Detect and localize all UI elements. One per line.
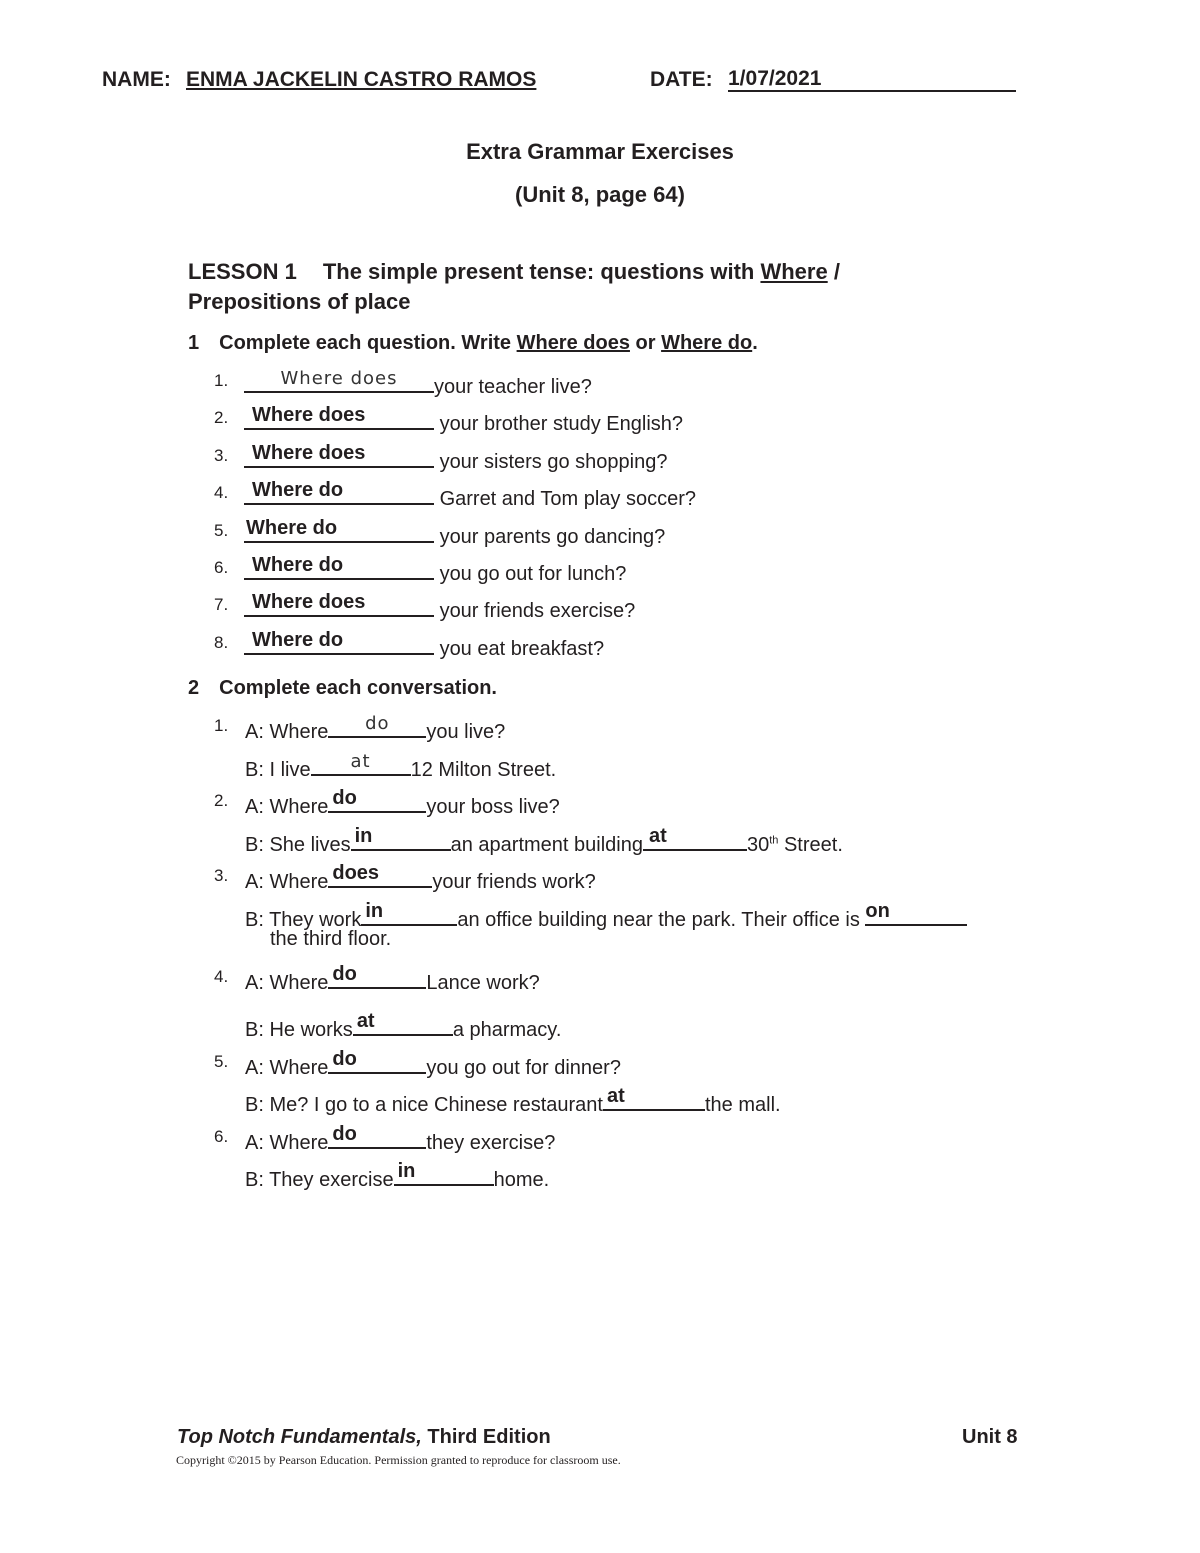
speaker-text: A: Where	[245, 721, 329, 743]
speaker-text: B: She lives	[245, 834, 351, 856]
exercise-1-text-c: or	[629, 332, 662, 354]
answer-blank[interactable]	[328, 1124, 426, 1149]
answer-text: Where do	[252, 554, 344, 576]
name-label: NAME:	[102, 68, 171, 91]
speaker-text: the mall.	[704, 1094, 781, 1116]
exercise-2-number: 2	[188, 677, 200, 699]
speaker-text: they exercise?	[426, 1132, 556, 1154]
answer-blank[interactable]	[244, 592, 434, 617]
ordinal-suffix: th	[769, 834, 779, 847]
answer-text: at	[606, 1085, 625, 1107]
item-number: 7.	[214, 595, 229, 614]
answer-blank[interactable]	[353, 1011, 453, 1036]
answer-blank[interactable]	[244, 518, 434, 543]
answer-text: on	[865, 900, 890, 922]
date-value: 1/07/2021	[728, 67, 822, 90]
book-edition: Third Edition	[421, 1426, 551, 1448]
answer-text: Where does	[252, 442, 366, 464]
item-number: 1.	[214, 716, 229, 735]
speaker-text: B: I live	[245, 759, 311, 781]
question-row	[244, 480, 696, 511]
speaker-text: Street.	[778, 834, 843, 856]
lesson-where: Where	[760, 259, 828, 284]
speaker-text: you go out for dinner?	[426, 1057, 621, 1079]
date-label: DATE:	[650, 68, 713, 91]
speaker-text: B: He works	[245, 1019, 353, 1041]
item-number: 1.	[214, 371, 229, 390]
item-number: 6.	[214, 558, 229, 577]
answer-blank[interactable]	[328, 713, 426, 738]
name-value: ENMA JACKELIN CASTRO RAMOS	[186, 68, 537, 91]
question-text: your friends exercise?	[439, 600, 636, 622]
handwritten-answer: Where does	[280, 368, 398, 389]
conversation-line-a	[245, 713, 505, 744]
question-row	[244, 555, 626, 586]
conversation-line-b	[245, 1086, 781, 1117]
answer-text: Where do	[252, 629, 344, 651]
exercise-1-instruction	[188, 332, 758, 355]
item-number: 8.	[214, 633, 229, 652]
exercise-2-instruction	[188, 677, 497, 700]
item-number: 3.	[214, 866, 229, 885]
conversation-line-b	[245, 751, 556, 782]
question-row	[244, 518, 665, 549]
conversation-line-b	[245, 826, 843, 857]
answer-blank[interactable]	[328, 863, 432, 888]
item-number: 5.	[214, 521, 229, 540]
exercise-1-number: 1	[188, 332, 200, 354]
answer-blank[interactable]	[394, 1161, 494, 1186]
lesson-label: LESSON 1	[188, 259, 297, 284]
speaker-text: B: They work	[245, 909, 362, 931]
item-number: 3.	[214, 446, 229, 465]
speaker-text: an apartment building	[450, 834, 643, 856]
answer-blank[interactable]	[244, 630, 434, 655]
answer-blank[interactable]	[244, 480, 434, 505]
answer-blank[interactable]	[311, 751, 411, 776]
speaker-text: Lance work?	[426, 972, 540, 994]
lesson-subheading: Prepositions of place	[188, 289, 411, 314]
answer-text: in	[354, 825, 373, 847]
answer-blank[interactable]	[643, 826, 747, 851]
question-row	[244, 592, 635, 623]
answer-blank[interactable]	[328, 964, 426, 989]
question-text: you go out for lunch?	[439, 563, 627, 585]
answer-blank[interactable]	[603, 1086, 705, 1111]
conversation-line-b	[245, 1011, 561, 1042]
answer-text: at	[648, 825, 667, 847]
speaker-text: A: Where	[245, 1132, 329, 1154]
speaker-text: home.	[493, 1169, 550, 1191]
answer-text: does	[332, 862, 380, 884]
speaker-text: B: Me? I go to a nice Chinese restaurant	[245, 1094, 603, 1116]
exercise-1-text-a: Complete each question. Write	[219, 332, 517, 354]
answer-blank[interactable]	[361, 901, 457, 926]
answer-text: in	[397, 1160, 416, 1182]
answer-blank[interactable]	[328, 788, 426, 813]
question-row	[244, 405, 683, 436]
question-row	[244, 368, 592, 399]
speaker-text: A: Where	[245, 796, 329, 818]
handwritten-answer: do	[365, 713, 390, 734]
speaker-text: A: Where	[245, 972, 329, 994]
answer-text: Where does	[252, 591, 366, 613]
speaker-text: your friends work?	[432, 871, 596, 893]
answer-blank[interactable]	[328, 1049, 426, 1074]
conversation-line-a	[245, 863, 596, 894]
answer-text: in	[365, 900, 384, 922]
answer-blank[interactable]	[244, 443, 434, 468]
speaker-text: your boss live?	[426, 796, 560, 818]
answer-blank[interactable]	[865, 901, 967, 926]
handwritten-answer: at	[350, 751, 371, 772]
answer-blank[interactable]	[244, 405, 434, 430]
conversation-line-a	[245, 964, 540, 995]
answer-text: Where do	[246, 517, 338, 539]
item-number: 4.	[214, 967, 229, 986]
speaker-text: an office building near the park. Their office is	[457, 909, 866, 931]
speaker-text: you live?	[426, 721, 506, 743]
answer-blank[interactable]	[244, 368, 434, 393]
speaker-text: A: Where	[245, 1057, 329, 1079]
item-number: 2.	[214, 791, 229, 810]
answer-text: do	[332, 1048, 357, 1070]
answer-text: Where does	[252, 404, 366, 426]
answer-text: do	[332, 1123, 357, 1145]
answer-blank[interactable]	[351, 826, 451, 851]
question-text: your sisters go shopping?	[439, 451, 668, 473]
footer-unit: Unit 8	[962, 1426, 1018, 1448]
question-text: your parents go dancing?	[439, 526, 666, 548]
answer-text: do	[332, 787, 357, 809]
question-text: your brother study English?	[439, 413, 684, 435]
item-number: 2.	[214, 408, 229, 427]
speaker-text: 30	[746, 834, 770, 856]
answer-text: at	[356, 1010, 375, 1032]
lesson-text: The simple present tense: questions with	[322, 259, 761, 284]
question-text: Garret and Tom play soccer?	[439, 488, 696, 510]
exercise-1-text-e: .	[752, 332, 758, 354]
date-field	[728, 68, 1016, 98]
question-row	[244, 443, 667, 474]
question-text: you eat breakfast?	[439, 638, 605, 660]
item-number: 4.	[214, 483, 229, 502]
answer-text: do	[332, 963, 357, 985]
item-number: 6.	[214, 1127, 229, 1146]
copyright-notice: Copyright ©2015 by Pearson Education. Permission granted to reproduce for classroom use.	[176, 1453, 621, 1467]
speaker-text: B: They exercise	[245, 1169, 394, 1191]
conversation-line-b-cont: the third floor.	[270, 928, 392, 950]
footer-book-title	[177, 1426, 551, 1449]
speaker-text: A: Where	[245, 871, 329, 893]
question-row	[244, 630, 604, 661]
page-title: Extra Grammar Exercises	[466, 139, 734, 164]
conversation-line-a	[245, 1049, 621, 1080]
page-subtitle: (Unit 8, page 64)	[515, 182, 685, 207]
question-text: your teacher live?	[434, 376, 592, 398]
answer-text: Where do	[252, 479, 344, 501]
item-number: 5.	[214, 1052, 229, 1071]
speaker-text: a pharmacy.	[452, 1019, 562, 1041]
lesson-slash: /	[827, 259, 840, 284]
lesson-heading	[188, 259, 840, 285]
answer-blank[interactable]	[244, 555, 434, 580]
speaker-text: 12 Milton Street.	[410, 759, 557, 781]
book-name: Top Notch Fundamentals,	[177, 1426, 422, 1448]
conversation-line-a	[245, 788, 560, 819]
exercise-1-where-does: Where does	[516, 332, 630, 354]
exercise-2-text: Complete each conversation.	[219, 677, 497, 699]
conversation-line-a	[245, 1124, 555, 1155]
exercise-1-where-do: Where do	[661, 332, 753, 354]
conversation-line-b	[245, 1161, 549, 1192]
